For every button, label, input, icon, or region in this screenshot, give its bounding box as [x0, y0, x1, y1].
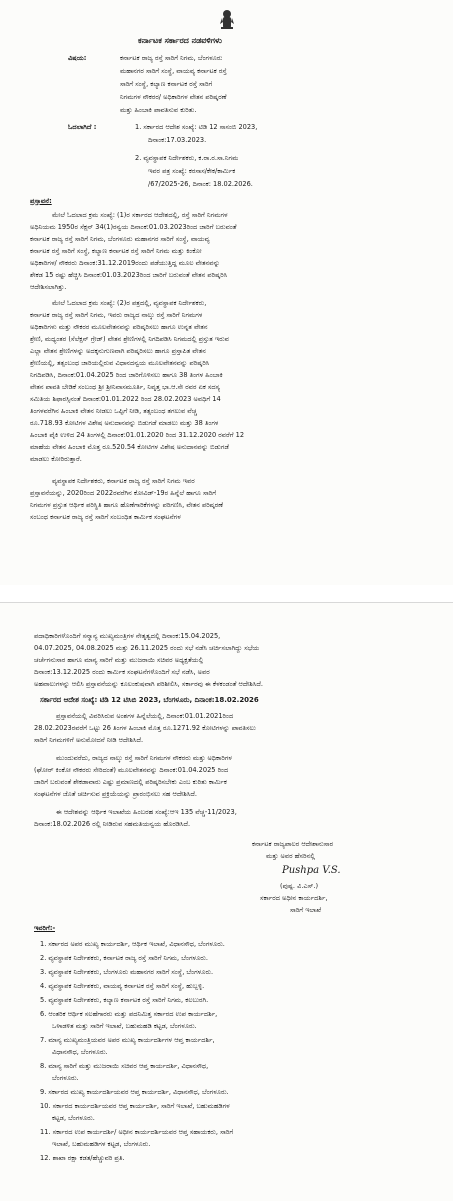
text-line: ನಿಗದಿಪಡಿಸಿ, ದಿನಾಂಕ:01.04.2025 ರಿಂದ ಜಾರಿಗೊಳಿಸಲು ಹಾಗೂ 38 ತಿಂಗಳ ಹಿಂಬಾಕಿ	[30, 372, 223, 379]
cc-label: ಇವರಿಗೆ:-	[34, 925, 56, 932]
text-line: ಸಾರಿಗೆ ನಿಗಮಗಳಿಗೆ ಅನುಮೋದನೆ ನೀಡಿ ಆದೇಶಿಸಿದೆ.	[34, 737, 144, 744]
list-item: ಬೆಂಗಳೂರು.	[52, 1075, 79, 1082]
list-item: 7. ಮಾನ್ಯ ಮುಖ್ಯಮಂತ್ರಿಯವರ ಅಪರ ಮುಖ್ಯ ಕಾರ್ಯದರ್ಶಿಗಳ ಆಪ್ತ ಕಾರ್ಯದರ್ಶಿ,	[40, 1037, 215, 1044]
text-line: ಆದೇಶಿಸಲಾಗಿತ್ತು.	[30, 284, 67, 291]
text-line: (ಘೋರ್ ಕಿಂಕೋ ನೌಕರರು ಸೇರಿದಂತೆ) ಮೂಲವೇತನವನ್ನು ದಿನಾಂಕ:01.04.2025 ರಿಂದ	[34, 767, 229, 774]
reference-line: /67/2025-26, ದಿನಾಂಕ: 18.02.2026.	[148, 181, 253, 188]
page-separator	[0, 585, 453, 602]
document-page-1	[0, 0, 453, 585]
subject-line: ಸಾರಿಗೆ ಸಂಸ್ಥೆ, ಕಲ್ಯಾಣ ಕರ್ನಾಟಕ ರಸ್ತೆ ಸಾರಿಗೆ	[120, 81, 213, 88]
text-line: ಶ್ರೇಣಿ, ಮಧ್ಯಂತರ (ಸೆಲೆಕ್ಷನ್ ಗ್ರೇಡ್) ವೇತನ ಶ್ರೇಣಿಗಳಲ್ಲಿ ನಿಗದಿಪಡಿಸಿ ನಿಗಮದಲ್ಲಿ ಪ್ರಸ್ತುತ ಇರುವ	[30, 336, 229, 343]
reference-line: 2. ವ್ಯವಸ್ಥಾಪಕ ನಿರ್ದೇಶಕರು, ಕ.ರಾ.ರ.ಸಾ.ನಿಗಮ	[135, 155, 239, 162]
list-item: 6. ಆಂತರಿಕ ಆರ್ಥಿಕ ಸಲಹೆಗಾರರು ಮತ್ತು ಪದನಿಮಿತ್ತ ಸರ್ಕಾರದ ಉಪ ಕಾರ್ಯದರ್ಶಿ,	[40, 1011, 218, 1018]
text-line: ರೂ.718.93 ಕೋಟಿಗಳ ವಿಶೇಷ ಅನುದಾನವನ್ನು ಬಿಡುಗಡೆ ಮಾಡಲು ಮತ್ತು 38 ತಿಂಗಳ	[30, 420, 219, 427]
signer-name: (ಪುಷ್ಪ. ವಿ.ಎಸ್.)	[280, 883, 319, 890]
text-line: ದಿನಾಂಕ:18.02.2026 ರಲ್ಲಿ ನೀಡಿರುವ ಸಹಮತಿಯನ್ವಯ ಹೊರಡಿಸಿದೆ.	[34, 821, 191, 828]
sign-line: ಕರ್ನಾಟಕ ರಾಜ್ಯಪಾಲರ ಆದೇಶಾನುಸಾರ	[252, 841, 334, 848]
list-item: ಕಟ್ಟಡ, ಬೆಂಗಳೂರು.	[52, 1115, 95, 1122]
subject-line: ನಿಗಮಗಳ ನೌಕರರ/ ಅಧಿಕಾರಿಗಳ ವೇತನ ಪರಿಷ್ಕರಣೆ	[120, 94, 227, 101]
list-item: 5. ವ್ಯವಸ್ಥಾಪಕ ನಿರ್ದೇಶಕರು, ಕಲ್ಯಾಣ ಕರ್ನಾಟಕ ರಸ್ತೆ ಸಾರಿಗೆ ನಿಗಮ, ಕಲಬುರಗಿ.	[40, 997, 209, 1004]
list-item: 10. ಸರ್ಕಾರದ ಕಾರ್ಯದರ್ಶಿಯವರ ಆಪ್ತ ಕಾರ್ಯದರ್ಶಿ, ಸಾರಿಗೆ ಇಲಾಖೆ, ಬಹುಮಹಡಿಗಳ	[40, 1103, 230, 1110]
text-line: ಪ್ರಸ್ತಾವನೆಯನ್ನು, 2020ರಿಂದ 2022ರವರೆಗಿನ ಕೋವಿಡ್-19ರ ಹಿನ್ನೆಲೆ ಹಾಗೂ ಸಾರಿಗೆ	[30, 490, 217, 497]
text-line: ಅಧಿಕಾರಿಗಳು ಮತ್ತು ನೌಕರರ ಮೂಲವೇತನವನ್ನು ಪರಿಷ್ಕರಿಸಲು ಹಾಗೂ ಉನ್ನತ ವೇತನ	[30, 324, 208, 331]
text-line: ಕರ್ನಾಟಕ ರಾಜ್ಯ ರಸ್ತೆ ಸಾರಿಗೆ ನಿಗಮ, ಇವರು ರಾಜ್ಯದ ನಾಲ್ಕು ರಸ್ತೆ ಸಾರಿಗೆ ನಿಗಮಗಳ	[30, 312, 203, 319]
list-item: ವಿಧಾನಸೌಧ, ಬೆಂಗಳೂರು.	[52, 1049, 108, 1056]
subject-line: ಕರ್ನಾಟಕ ರಾಜ್ಯ ರಸ್ತೆ ಸಾರಿಗೆ ನಿಗಮ, ಬೆಂಗಳೂರು	[120, 55, 223, 62]
text-line: ಚರ್ಚೆಗನುಸಾರ ಹಾಗೂ ಮಾನ್ಯ ಸಾರಿಗೆ ಮತ್ತು ಮುಜರಾಯಿ ಸಚಿವರ ಅಧ್ಯಕ್ಷತೆಯಲ್ಲಿ	[34, 657, 204, 664]
reference-line: ದಿನಾಂಕ:17.03.2023.	[148, 137, 207, 144]
signer-department: ಸಾರಿಗೆ ಇಲಾಖೆ	[290, 907, 322, 914]
text-line: ಕರ್ನಾಟಕ ರಾಜ್ಯ ರಸ್ತೆ ಸಾರಿಗೆ ನಿಗಮ, ಬೆಂಗಳೂರು ಮಹಾನಗರ ಸಾರಿಗೆ ಸಂಸ್ಥೆ, ವಾಯವ್ಯ	[30, 236, 210, 243]
text-line: 28.02.2023ರವರೆಗೆ ಒಟ್ಟು 26 ತಿಂಗಳ ಹಿಂಬಾಕಿ ಮೊತ್ತ ರೂ.1271.92 ಕೋಟಿಗಳನ್ನು ಪಾವತಿಸಲು	[34, 725, 256, 732]
text-line: ಅಧಿಕಾರಿಗಳ/ ನೌಕರರು ದಿನಾಂಕ:31.12.2019ರಂದು ಪಡೆಯುತ್ತಿದ್ದ ಮೂಲ ವೇತನವನ್ನು	[30, 260, 221, 267]
text-line: ತಿಂಗಳವರೆಗಿನ ಹಿಂಬಾಕಿ ವೇತನ ನೀಡಲು ಒಪ್ಪಿಗೆ ನೀಡಿ, ತತ್ಸಂಬಂಧ ತಗಲುವ ವೆಚ್ಚ	[30, 408, 197, 415]
reference-line: ಇವರ ಪತ್ರ ಸಂಖ್ಯೆ: ಕರಸಾಸ/ಕೇಕ/ಕಾರ್ಮಿಕ	[148, 168, 236, 175]
text-line: ಸಂಘಟನೆಗಳ ಜೊತೆ ಚರ್ಚಿಸುವ ಪ್ರಕ್ರಿಯೆಯನ್ನು ಪ್ರಾರಂಭಿಸಲು ಸಹ ಆದೇಶಿಸಿದೆ.	[34, 791, 198, 798]
list-item: 1. ಸರ್ಕಾರದ ಅಪರ ಮುಖ್ಯ ಕಾರ್ಯದರ್ಶಿ, ಆರ್ಥಿಕ ಇಲಾಖೆ, ವಿಧಾನಸೌಧ, ಬೆಂಗಳೂರು.	[40, 941, 225, 948]
text-line: ಮೇಲೆ ಓದಲಾದ ಕ್ರಮ ಸಂಖ್ಯೆ: (1)ರ ಸರ್ಕಾರದ ಆದೇಶದಲ್ಲಿ, ರಸ್ತೆ ಸಾರಿಗೆ ನಿಗಮಗಳ	[52, 212, 228, 219]
text-line: ವೇತನ ಪಾವತಿ ಬೇಡಿಕೆ ಸಂಬಂಧ ಶ್ರೀ ಶ್ರೀನಿವಾಸಮೂರ್ತಿ, ನಿವೃತ್ತ ಭಾ.ಆ.ಸೇ ರವರ ಏಕ ಸದಸ್ಯ	[30, 384, 221, 391]
text-line: ಮೇಲೆ ಓದಲಾದ ಕ್ರಮ ಸಂಖ್ಯೆ: (2)ರ ಪತ್ರದಲ್ಲಿ, ವ್ಯವಸ್ಥಾಪಕ ನಿರ್ದೇಶಕರು,	[52, 300, 207, 307]
text-line: ಅಹವಾಲುಗಳನ್ನು ಆಲಿಸಿ ಪ್ರಸ್ತಾವನೆಯನ್ನು ಕೂಲಂಕುಷವಾಗಿ ಪರಿಶೀಲಿಸಿ, ಸರ್ಕಾರವು ಈ ಕೆಳಕಂಡಂತೆ ಆದೇಶಿಸಿದೆ.	[34, 681, 264, 688]
signature: Pushpa V.S.	[282, 865, 341, 876]
text-line: ಸಮಿತಿಯ ಶಿಫಾರಸ್ಸಿನಂತೆ ದಿನಾಂಕ:01.01.2022 ರಿಂದ 28.02.2023 ಅವಧಿಗೆ 14	[30, 396, 221, 403]
text-line: ಶೇಕಡ 15 ರಷ್ಟು ಹೆಚ್ಚಿಸಿ ದಿನಾಂಕ:01.03.2023ರಿಂದ ಜಾರಿಗೆ ಬರುವಂತೆ ವೇತನ ಪರಿಷ್ಕರಿಸಿ	[30, 272, 228, 279]
list-item: 9. ಸರ್ಕಾರದ ಮುಖ್ಯ ಕಾರ್ಯದರ್ಶಿಯವರ ಆಪ್ತ ಕಾರ್ಯದರ್ಶಿ, ವಿಧಾನಸೌಧ, ಬೆಂಗಳೂರು.	[40, 1089, 229, 1096]
list-item: ಇಲಾಖೆ, ಬಹುಮಹಡಿಗಳ ಕಟ್ಟಡ, ಬೆಂಗಳೂರು.	[52, 1141, 151, 1148]
text-line: ಹಿಂಬಾಕಿ ಪೈಕಿ ಉಳಿದ 24 ತಿಂಗಳಲ್ಲಿ ದಿನಾಂಕ:01.01.2020 ರಿಂದ 31.12.2020 ರವರೆಗೆ 12	[30, 432, 245, 439]
text-line: 04.07.2025, 04.08.2025 ಮತ್ತು 26.11.2025 ರಂದು ಸಭೆ ನಡೆಸಿ ಚರ್ಚಿಸಲಾಗಿದ್ದು ಸಭೆಯ	[34, 645, 260, 652]
subject-label: ವಿಷಯ:	[68, 55, 87, 62]
list-item: 2. ವ್ಯವಸ್ಥಾಪಕ ನಿರ್ದೇಶಕರು, ಕರ್ನಾಟಕ ರಾಜ್ಯ ರಸ್ತೆ ಸಾರಿಗೆ ನಿಗಮ, ಬೆಂಗಳೂರು.	[40, 955, 208, 962]
text-line: ಸಂಬಂಧ ಕರ್ನಾಟಕ ರಾಜ್ಯ ರಸ್ತೆ ಸಾರಿಗೆ ಸಂಬಂಧಿತ ಕಾರ್ಮಿಕ ಸಂಘಟನೆಗಳ	[30, 514, 181, 521]
text-line: ಮುಂದುವರೆದು, ರಾಜ್ಯದ ನಾಲ್ಕು ರಸ್ತೆ ಸಾರಿಗೆ ನಿಗಮಗಳ ನೌಕರರು ಮತ್ತು ಅಧಿಕಾರಿಗಳ	[56, 755, 232, 762]
text-line: ದಿನಾಂಕ:13.12.2025 ರಂದು ಕಾರ್ಮಿಕ ಸಂಘಟನೆಗಳೊಂದಿಗೆ ಸಭೆ ನಡೆಸಿ, ಅವರ	[34, 669, 210, 676]
text-line: ಎಲ್ಲಾ ವೇತನ ಶ್ರೇಣಿಗಳನ್ನು ಅದಕ್ಕನುಗುಣವಾಗಿ ಪರಿಷ್ಕರಿಸಲು ಹಾಗೂ ಪ್ರಸ್ತಾಪಿತ ವೇತನ	[30, 348, 206, 355]
text-line: ಪದಾಧಿಕಾರಿಗಳೊಂದಿಗೆ ಸನ್ಮಾನ್ಯ ಮುಖ್ಯಮಂತ್ರಿಗಳ ನೇತೃತ್ವದಲ್ಲಿ ದಿನಾಂಕ:15.04.2025,	[34, 633, 221, 640]
text-line: ವ್ಯವಸ್ಥಾಪಕ ನಿರ್ದೇಶಕರು, ಕರ್ನಾಟಕ ರಾಜ್ಯ ರಸ್ತೆ ಸಾರಿಗೆ ನಿಗಮ ಇವರ	[52, 478, 195, 485]
sign-line: ಮತ್ತು ಅವರ ಹೆಸರಿನಲ್ಲಿ	[266, 853, 316, 860]
list-item: 4. ವ್ಯವಸ್ಥಾಪಕ ನಿರ್ದೇಶಕರು, ವಾಯವ್ಯ ಕರ್ನಾಟಕ ರಸ್ತೆ ಸಾರಿಗೆ ಸಂಸ್ಥೆ, ಹುಬ್ಬಳ್ಳಿ.	[40, 983, 205, 990]
text-line: ಪ್ರಸ್ತಾವನೆಯಲ್ಲಿ ವಿವರಿಸಿರುವ ಅಂಶಗಳ ಹಿನ್ನೆಲೆಯಲ್ಲಿ, ದಿನಾಂಕ:01.01.2021ರಿಂದ	[56, 713, 234, 720]
preamble-label: ಪ್ರಸ್ತಾವನೆ:	[30, 198, 52, 205]
text-line: ಮಾಡಲು ಕೋರಿರುತ್ತಾರೆ.	[30, 456, 82, 463]
subject-line: ಮಹಾನಗರ ಸಾರಿಗೆ ಸಂಸ್ಥೆ, ವಾಯವ್ಯ ಕರ್ನಾಟಕ ರಸ್ತೆ	[120, 68, 227, 75]
text-line: ಅಧಿನಿಯಮ 1950ರ ಸೆಕ್ಷನ್ 34(1)ರನ್ವಯ ದಿನಾಂಕ:01.03.2023ರಿಂದ ಜಾರಿಗೆ ಬರುವಂತೆ	[30, 224, 237, 231]
reference-label: ಓದಲಾಗಿದೆ :	[68, 124, 97, 131]
text-line: ಮಾಹೆಯ ವೇತನ ಹಿಂಬಾಕಿ ಮೊತ್ತ ರೂ.520.54 ಕೋಟಿಗಳ ವಿಶೇಷ ಅನುದಾನವನ್ನು ಬಿಡುಗಡೆ	[30, 444, 229, 451]
list-item: ಒಳಾಡಳಿತ ಮತ್ತು ಸಾರಿಗೆ ಇಲಾಖೆ, ಬಹುಮಹಡಿ ಕಟ್ಟಡ, ಬೆಂಗಳೂರು.	[52, 1023, 197, 1030]
list-item: 8. ಮಾನ್ಯ ಸಾರಿಗೆ ಮತ್ತು ಮುಜರಾಯಿ ಸಚಿವರ ಆಪ್ತ ಕಾರ್ಯದರ್ಶಿ, ವಿಧಾನಸೌಧ,	[40, 1063, 209, 1070]
text-line: ಕರ್ನಾಟಕ ರಸ್ತೆ ಸಾರಿಗೆ ಸಂಸ್ಥೆ, ಕಲ್ಯಾಣ ಕರ್ನಾಟಕ ರಸ್ತೆ ಸಾರಿಗೆ ನಿಗಮ ಮತ್ತು ಕಿಂಕೋ	[30, 248, 202, 255]
text-line: ಶ್ರೇಣಿಯಲ್ಲಿ, ತತ್ಸಂಬಂಧ ಜಾರಿಯಲ್ಲಿರುವ ವಿಧಾನದನ್ವಯ ಮೂಲವೇತನವನ್ನು ಪರಿಷ್ಕರಿಸಿ	[30, 360, 210, 367]
government-emblem-icon	[219, 8, 235, 30]
document-page-2	[0, 602, 453, 1201]
list-item: 3. ವ್ಯವಸ್ಥಾಪಕ ನಿರ್ದೇಶಕರು, ಬೆಂಗಳೂರು ಮಹಾನಗರ ಸಾರಿಗೆ ಸಂಸ್ಥೆ, ಬೆಂಗಳೂರು.	[40, 969, 214, 976]
reference-line: 1. ಸರ್ಕಾರದ ಆದೇಶ ಸಂಖ್ಯೆ: ಟಿಡಿ 12 ಸಾಸಂಬಿ 2023,	[135, 124, 258, 131]
signer-designation: ಸರ್ಕಾರದ ಅಧೀನ ಕಾರ್ಯದರ್ಶಿ,	[260, 895, 328, 902]
list-item: 11. ಸರ್ಕಾರದ ಉಪ ಕಾರ್ಯದರ್ಶಿ/ ಅಧೀನ ಕಾರ್ಯದರ್ಶಿಯವರ ಆಪ್ತ ಸಹಾಯಕರು, ಸಾರಿಗೆ	[40, 1129, 234, 1136]
order-title: ಸರ್ಕಾರದ ಆದೇಶ ಸಂಖ್ಯೆ: ಟಿಡಿ 12 ಟಿಸಿಬಿ 2023, ಬೆಂಗಳೂರು, ದಿನಾಂಕ:18.02.2026	[40, 697, 259, 704]
subject-line: ಮತ್ತು ಹಿಂಬಾಕಿ ಪಾವತಿಸುವ ಕುರಿತು.	[120, 107, 197, 114]
text-line: ಈ ಆದೇಶವನ್ನು ಆರ್ಥಿಕ ಇಲಾಖೆಯ ಹಿಂಬರಹ ಸಂಖ್ಯೆ:ಆಇ 135 ವೆಚ್ಚ-11/2023,	[56, 809, 237, 816]
text-line: ಜಾರಿಗೆ ಬರುವಂತೆ ಶೇಕಡಾವಾರು ಎಷ್ಟು ಪ್ರಮಾಣದಲ್ಲಿ ಪರಿಷ್ಕರಿಸಬೇಕು ಎಂಬ ಕುರಿತು ಕಾರ್ಮಿಕ	[34, 779, 227, 786]
list-item: 12. ಶಾಖಾ ರಕ್ಷಾ ಕಡತ/ಹೆಚ್ಚುವರಿ ಪ್ರತಿ.	[40, 1155, 125, 1162]
text-line: ನಿಗಮಗಳ ಪ್ರಸ್ತುತ ಆರ್ಥಿಕ ಪರಿಸ್ಥಿತಿ ಹಾಗೂ ಹೊಣೆಗಾರಿಕೆಗಳನ್ನು ಪರಿಗಣಿಸಿ, ವೇತನ ಪರಿಷ್ಕರಣೆ	[30, 502, 224, 509]
document-header: ಕರ್ನಾಟಕ ಸರ್ಕಾರದ ನಡವಳಿಗಳು	[138, 36, 222, 45]
